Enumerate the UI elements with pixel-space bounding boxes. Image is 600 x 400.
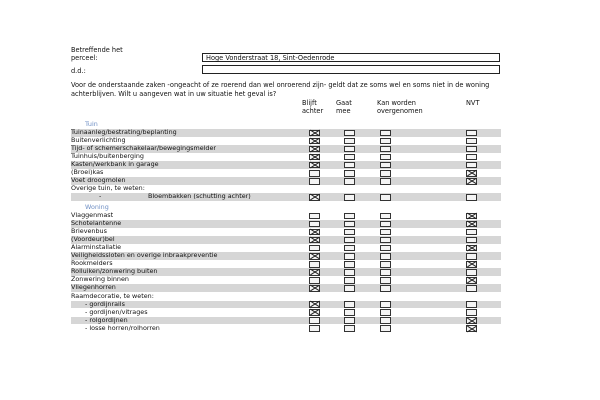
- row-label: - gordijnrails: [85, 299, 125, 308]
- checkbox[interactable]: [380, 277, 391, 284]
- checkbox[interactable]: [466, 154, 477, 161]
- checkbox[interactable]: [380, 170, 391, 177]
- checkbox[interactable]: [309, 221, 320, 228]
- checkbox[interactable]: [344, 221, 355, 228]
- checkbox[interactable]: [344, 277, 355, 284]
- checklist-row: [71, 268, 501, 276]
- checkbox[interactable]: [309, 146, 320, 153]
- row-label: Alarminstallatie: [71, 243, 122, 252]
- checkbox[interactable]: [344, 146, 355, 153]
- checkbox[interactable]: [466, 261, 477, 268]
- checklist-row: [71, 276, 501, 284]
- checkbox[interactable]: [466, 221, 477, 228]
- checkbox[interactable]: [380, 237, 391, 244]
- checkbox[interactable]: [309, 178, 320, 185]
- checkbox[interactable]: [466, 194, 477, 201]
- checkbox[interactable]: [344, 213, 355, 220]
- row-label: Vliegenhorren: [71, 283, 116, 292]
- row-label: Veiligheidssloten en overige inbraakpreventie: [71, 251, 218, 260]
- checklist-row: [71, 169, 501, 177]
- col-header-blijft-achter: Blijft achter: [302, 99, 324, 115]
- checkbox[interactable]: [466, 237, 477, 244]
- checkbox[interactable]: [380, 138, 391, 145]
- checklist-row: [71, 212, 501, 220]
- checklist-row: [71, 325, 501, 333]
- checklist-row: [71, 293, 501, 301]
- checkbox[interactable]: [380, 194, 391, 201]
- row-label: Brievenbus: [71, 227, 107, 236]
- checkbox[interactable]: [309, 245, 320, 252]
- row-label: - rolgordijnen: [85, 315, 128, 324]
- row-label: Overige tuin, te weten:: [71, 184, 145, 193]
- col-header-nvt: NVT: [466, 99, 480, 107]
- row-label: Bloembakken (schutting achter): [148, 192, 251, 201]
- col-header-kan-worden-overgenomen: Kan worden overgenomen: [377, 99, 423, 115]
- checkbox[interactable]: [309, 317, 320, 324]
- section-title: Woning: [85, 203, 109, 211]
- checkbox[interactable]: [380, 285, 391, 292]
- checkbox[interactable]: [344, 130, 355, 137]
- row-label: (Voordeur)bel: [71, 235, 115, 244]
- checkbox[interactable]: [309, 253, 320, 260]
- checkbox[interactable]: [309, 261, 320, 268]
- checkbox[interactable]: [380, 269, 391, 276]
- checkbox[interactable]: [344, 162, 355, 169]
- row-label: Kasten/werkbank in garage: [71, 160, 159, 169]
- checkbox[interactable]: [309, 325, 320, 332]
- col-header-gaat-mee: Gaat mee: [336, 99, 352, 115]
- checklist-row: [71, 161, 501, 169]
- checkbox[interactable]: [466, 162, 477, 169]
- checkbox[interactable]: [380, 309, 391, 316]
- checkbox[interactable]: [466, 245, 477, 252]
- checkbox[interactable]: [466, 269, 477, 276]
- row-label: - losse horren/rolhorren: [85, 323, 160, 332]
- row-label: Rolluiken/zonwering buiten: [71, 267, 158, 276]
- checkbox[interactable]: [380, 130, 391, 137]
- checkbox[interactable]: [466, 285, 477, 292]
- checkbox[interactable]: [466, 325, 477, 332]
- checkbox[interactable]: [309, 154, 320, 161]
- checkbox[interactable]: [380, 245, 391, 252]
- checkbox[interactable]: [466, 253, 477, 260]
- checklist-row: [71, 129, 501, 137]
- checkbox[interactable]: [380, 301, 391, 308]
- section-title: Tuin: [85, 120, 98, 128]
- checkbox[interactable]: [466, 146, 477, 153]
- checkbox[interactable]: [466, 309, 477, 316]
- checklist-row: [71, 220, 501, 228]
- checklist-row: [71, 193, 501, 201]
- row-label: Rookmelders: [71, 259, 113, 268]
- row-label: Schotelantenne: [71, 219, 122, 228]
- checkbox[interactable]: [309, 269, 320, 276]
- perceel-label-line2: perceel:: [71, 54, 98, 62]
- checkbox[interactable]: [344, 245, 355, 252]
- checkbox[interactable]: [344, 325, 355, 332]
- checkbox[interactable]: [466, 301, 477, 308]
- checkbox[interactable]: [380, 229, 391, 236]
- perceel-field[interactable]: Hoge Vonderstraat 18, Sint-Oedenrode: [202, 53, 500, 62]
- row-label: Tijd- of schemerschakelaar/bewegingsmelder: [71, 144, 217, 153]
- checkbox[interactable]: [309, 213, 320, 220]
- intro-text: Voor de onderstaande zaken -ongeacht of ze roerend dan wel onroerend zijn- geldt dat ze soms wel en soms niet in de woning achterblijven. Wilt u aangeven wat in uw situatie het geval is?: [71, 81, 490, 98]
- date-label: d.d.:: [71, 67, 86, 75]
- checkbox[interactable]: [309, 194, 320, 201]
- row-dash: -: [99, 192, 102, 201]
- checkbox[interactable]: [344, 229, 355, 236]
- checkbox[interactable]: [344, 154, 355, 161]
- checkbox[interactable]: [466, 229, 477, 236]
- checkbox[interactable]: [309, 130, 320, 137]
- checkbox[interactable]: [466, 138, 477, 145]
- checkbox[interactable]: [344, 237, 355, 244]
- checkbox[interactable]: [344, 301, 355, 308]
- checkbox[interactable]: [344, 178, 355, 185]
- checkbox[interactable]: [309, 285, 320, 292]
- checkbox[interactable]: [344, 317, 355, 324]
- checkbox[interactable]: [380, 253, 391, 260]
- checklist-row: [71, 252, 501, 260]
- checkbox[interactable]: [380, 178, 391, 185]
- checkbox[interactable]: [344, 170, 355, 177]
- checklist-row: [71, 228, 501, 236]
- row-label: Vlaggenmast: [71, 211, 114, 219]
- row-label: Buitenverlichting: [71, 136, 126, 145]
- checkbox[interactable]: [380, 325, 391, 332]
- row-label: Tuinaanleg/bestrating/beplanting: [71, 128, 177, 136]
- row-label: Voet droogmolen: [71, 176, 126, 185]
- checkbox[interactable]: [344, 194, 355, 201]
- checkbox[interactable]: [344, 261, 355, 268]
- checkbox[interactable]: [309, 277, 320, 284]
- checkbox[interactable]: [309, 309, 320, 316]
- checkbox[interactable]: [380, 146, 391, 153]
- checkbox[interactable]: [380, 221, 391, 228]
- row-label: - gordijnen/vitrages: [85, 307, 148, 316]
- checkbox[interactable]: [344, 309, 355, 316]
- checkbox[interactable]: [466, 178, 477, 185]
- checkbox[interactable]: [309, 138, 320, 145]
- checkbox[interactable]: [380, 162, 391, 169]
- checkbox[interactable]: [380, 317, 391, 324]
- checkbox[interactable]: [344, 253, 355, 260]
- checkbox[interactable]: [309, 237, 320, 244]
- perceel-label-line1: Betreffende het: [71, 46, 123, 54]
- checklist-row: [71, 309, 501, 317]
- checkbox[interactable]: [344, 285, 355, 292]
- checkbox[interactable]: [466, 277, 477, 284]
- checkbox[interactable]: [466, 130, 477, 137]
- checkbox[interactable]: [344, 138, 355, 145]
- checkbox[interactable]: [380, 213, 391, 220]
- checkbox[interactable]: [344, 269, 355, 276]
- row-label: Zonwering binnen: [71, 275, 129, 284]
- checkbox[interactable]: [380, 154, 391, 161]
- checkbox[interactable]: [466, 170, 477, 177]
- row-label: Tuinhuis/buitenberging: [71, 152, 144, 161]
- row-label: (Broei)kas: [71, 168, 104, 177]
- checklist-row: [71, 236, 501, 244]
- row-label: Raamdecoratie, te weten:: [71, 291, 154, 300]
- checkbox[interactable]: [309, 162, 320, 169]
- checkbox[interactable]: [309, 229, 320, 236]
- checkbox[interactable]: [380, 261, 391, 268]
- checklist-row: [71, 185, 501, 193]
- checkbox[interactable]: [466, 213, 477, 220]
- checkbox[interactable]: [309, 170, 320, 177]
- checkbox[interactable]: [466, 317, 477, 324]
- checkbox[interactable]: [309, 301, 320, 308]
- date-field[interactable]: [202, 65, 500, 74]
